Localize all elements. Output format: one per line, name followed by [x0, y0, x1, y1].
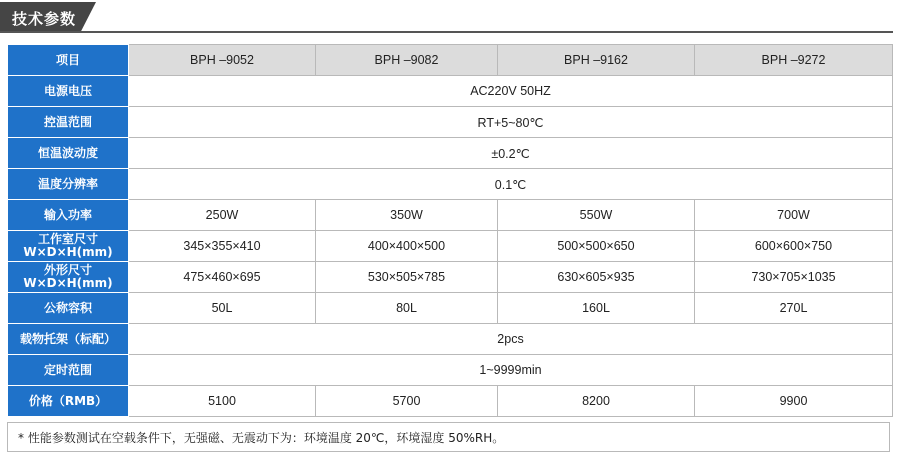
cell-value: 350W: [316, 200, 498, 231]
row-label: 载物托架（标配）: [8, 324, 129, 355]
table-row: [8, 293, 893, 324]
row-label: 公称容积: [8, 293, 129, 324]
cell-value: 700W: [695, 200, 893, 231]
row-label: [8, 262, 129, 293]
cell-value: 270L: [695, 293, 893, 324]
footnote: * 性能参数测试在空载条件下，无强磁、无震动下为：环境温度 20℃，环境湿度 50%RH。: [7, 422, 890, 452]
cell-value: 5700: [316, 386, 498, 417]
cell-value: 160L: [498, 293, 695, 324]
table-row: [8, 76, 893, 107]
header-divider: [0, 31, 893, 33]
cell-value: 2pcs: [129, 324, 893, 355]
cell-value: 550W: [498, 200, 695, 231]
cell-value: 5100: [129, 386, 316, 417]
cell-value: 0.1℃: [129, 169, 893, 200]
row-label-line2: W×D×H(mm): [23, 276, 113, 290]
row-label: [8, 231, 129, 262]
row-label-line2: W×D×H(mm): [23, 245, 113, 259]
cell-value: 500×500×650: [498, 231, 695, 262]
row-label: 价格（RMB）: [8, 386, 129, 417]
cell-value: 250W: [129, 200, 316, 231]
table-row: [8, 324, 893, 355]
table-row: [8, 200, 893, 231]
row-label: 控温范围: [8, 107, 129, 138]
table-row: [8, 107, 893, 138]
cell-value: RT+5~80℃: [129, 107, 893, 138]
model-header: BPH –9272: [695, 45, 893, 76]
table-row: [8, 138, 893, 169]
table-row: [8, 355, 893, 386]
table-row: [8, 169, 893, 200]
cell-value: 600×600×750: [695, 231, 893, 262]
section-header: [0, 0, 900, 34]
section-title: 技术参数: [12, 10, 77, 28]
row-label: 温度分辨率: [8, 169, 129, 200]
row-label: 定时范围: [8, 355, 129, 386]
cell-value: 1~9999min: [129, 355, 893, 386]
cell-value: 50L: [129, 293, 316, 324]
cell-value: 475×460×695: [129, 262, 316, 293]
cell-value: 9900: [695, 386, 893, 417]
cell-value: 730×705×1035: [695, 262, 893, 293]
table-row: [8, 386, 893, 417]
model-header: BPH –9052: [129, 45, 316, 76]
row-label: 电源电压: [8, 76, 129, 107]
row-label: 输入功率: [8, 200, 129, 231]
table-row: [8, 262, 893, 293]
model-header: BPH –9082: [316, 45, 498, 76]
cell-value: 400×400×500: [316, 231, 498, 262]
cell-value: 8200: [498, 386, 695, 417]
table-header-row: [8, 45, 893, 76]
table-row: [8, 231, 893, 262]
row-label-line1: 工作室尺寸: [37, 232, 98, 246]
row-label: 恒温波动度: [8, 138, 129, 169]
spec-table: [7, 44, 893, 417]
cell-value: ±0.2℃: [129, 138, 893, 169]
cell-value: 345×355×410: [129, 231, 316, 262]
header-label: 项目: [8, 45, 129, 76]
row-label-line1: 外形尺寸: [43, 263, 92, 277]
cell-value: 530×505×785: [316, 262, 498, 293]
cell-value: 80L: [316, 293, 498, 324]
cell-value: AC220V 50HZ: [129, 76, 893, 107]
model-header: BPH –9162: [498, 45, 695, 76]
cell-value: 630×605×935: [498, 262, 695, 293]
